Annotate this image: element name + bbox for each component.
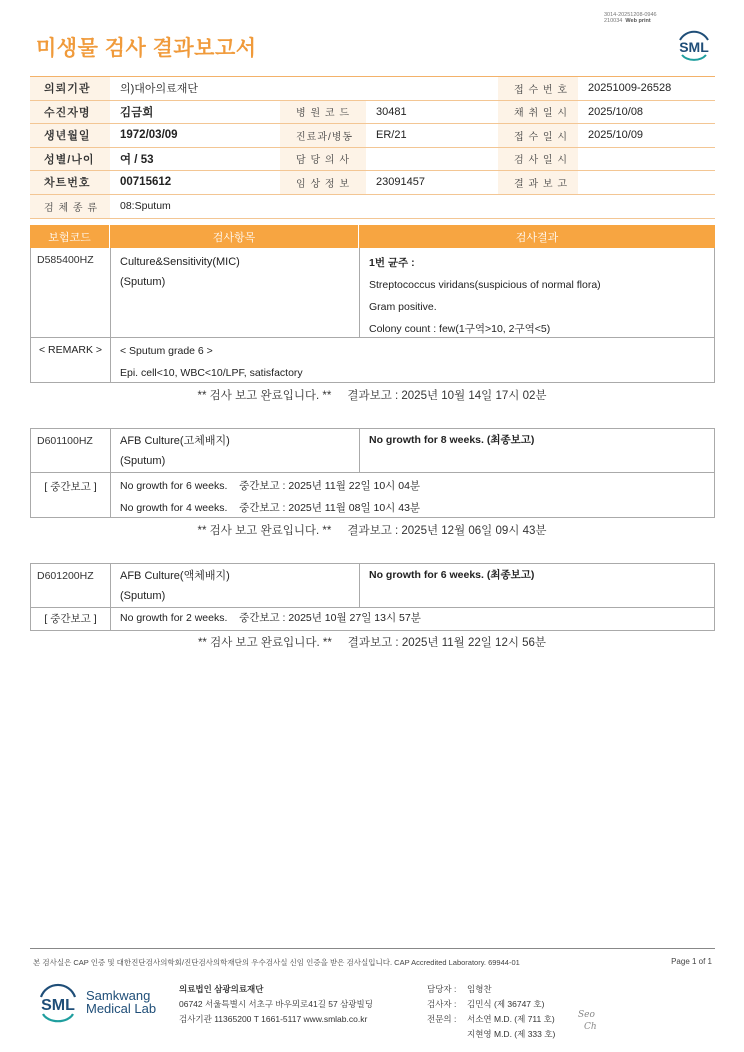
sml-logo-text: SML [679, 39, 709, 55]
interim-row [31, 608, 714, 630]
brand-line2: Medical Lab [86, 1001, 157, 1016]
footer-logo [36, 980, 156, 1024]
remark-label: < REMARK > [38, 344, 103, 356]
interim-line: No growth for 2 weeks. 중간보고 : 2025년 10월 27일 13시 57분 [120, 612, 421, 624]
page-number: Page 1 of 1 [671, 957, 712, 966]
test-item-specimen: (Sputum) [120, 590, 166, 602]
patient-info-table [30, 76, 715, 219]
staff-key: 담당자 : [427, 984, 457, 994]
dob-value: 1972/03/09 [120, 129, 178, 142]
test-item-name: AFB Culture(고체배지) [120, 435, 230, 447]
final-report-date: 결과보고 : 2025년 11월 22일 12시 56분 [347, 637, 547, 649]
interim-label: [ 중간보고 ] [44, 613, 97, 625]
hosp-code-value: 30481 [376, 105, 407, 118]
strain-label: 1번 균주 : [369, 257, 415, 269]
collect-value: 2025/10/08 [588, 105, 644, 118]
test-date-value [578, 148, 715, 171]
clinical-value: 23091457 [376, 176, 425, 189]
dept-value: ER/21 [376, 129, 407, 142]
reg-no-label: 접 수 번 호 [498, 77, 578, 100]
staff-key: 전문의 : [427, 1014, 457, 1024]
header-item: 검사항목 [110, 225, 359, 248]
dob-label: 생년월일 [30, 124, 110, 147]
test-result [359, 248, 714, 337]
results-header [30, 225, 715, 248]
info-row [30, 148, 715, 172]
clinical-label: 임 상 정 보 [280, 171, 366, 194]
test-item-name: AFB Culture(액체배지) [120, 570, 230, 582]
test-code: D601200HZ [37, 570, 94, 582]
test-item-name: Culture&Sensitivity(MIC) [120, 256, 240, 268]
report-complete-line [0, 634, 744, 650]
sml-logo [674, 24, 714, 64]
page-title: 미생물 검사 결과보고서 [36, 37, 257, 60]
org-address: 06742 서울특별시 서초구 바우뫼로41길 57 삼광빌딩 [179, 999, 373, 1009]
collect-label: 채 취 일 시 [498, 101, 578, 124]
test-item-specimen: (Sputum) [120, 276, 166, 288]
doctor-label: 담 당 의 사 [280, 148, 366, 171]
interim-line: No growth for 4 weeks. 중간보고 : 2025년 11월 08일 10시 43분 [120, 502, 421, 514]
org-contact: 검사기관 11365200 T 1661-5117 www.smlab.co.kr [179, 1014, 368, 1024]
footer-brand [86, 989, 156, 1015]
report-complete-line [0, 522, 744, 538]
info-row [30, 77, 715, 101]
report-label: 결 과 보 고 [498, 171, 578, 194]
info-row [30, 195, 715, 219]
reg-no-value: 20251009-26528 [588, 82, 672, 95]
chart-no-label: 차트번호 [30, 171, 110, 194]
info-row [30, 101, 715, 125]
complete-text: ** 검사 보고 완료입니다. ** [197, 637, 332, 649]
header-result: 검사결과 [515, 231, 559, 244]
final-report-date: 결과보고 : 2025년 10월 14일 17시 02분 [347, 390, 547, 402]
org-name: 의료법인 삼광의료재단 [179, 984, 264, 994]
receive-value: 2025/10/09 [588, 129, 644, 142]
staff-value: 임형찬 [467, 984, 492, 994]
gram-stain: Gram positive. [369, 301, 437, 313]
staff-value: 지현영 M.D. (제 333 호) [467, 1029, 556, 1039]
print-id-line1: 3014-20251208-0946 [604, 12, 657, 18]
report-value [578, 171, 715, 194]
test-date-label: 검 사 일 시 [498, 148, 578, 171]
sml-logo-footer [36, 980, 80, 1024]
complete-text: ** 검사 보고 완료입니다. ** [197, 390, 332, 402]
final-report-date: 결과보고 : 2025년 12월 06일 09시 43분 [347, 525, 547, 537]
test-result: No growth for 6 weeks. (최종보고) [359, 564, 714, 607]
test-item [110, 564, 359, 607]
staff-value: 김민식 (제 36747 호) [467, 999, 545, 1009]
test-code: D601100HZ [37, 435, 93, 447]
accreditation-note: 본 검사실은 CAP 인증 및 대한진단검사의학회/진단검사의학재단의 우수검사실 신임 인증을 받은 검사실입니다. CAP Accredited Laboratory. 69944-01 [33, 958, 520, 967]
staff-key: 검사자 : [427, 999, 457, 1009]
interim-line: No growth for 6 weeks. 중간보고 : 2025년 11월 22일 10시 04분 [120, 480, 421, 492]
header-code: 보험코드 [30, 225, 110, 248]
result-block-culture [30, 248, 715, 383]
test-code: D585400HZ [37, 254, 94, 266]
receive-label: 접 수 일 시 [498, 124, 578, 147]
interim-text [110, 473, 714, 517]
test-item [110, 429, 359, 472]
sex-age-value: 여 / 53 [120, 153, 154, 166]
sml-logo-text: SML [41, 997, 75, 1014]
result-row [31, 564, 714, 608]
info-row [30, 124, 715, 148]
patient-value: 김금희 [120, 106, 154, 119]
print-id-note [604, 12, 657, 24]
staff-value: 서소연 M.D. (제 711 호) [467, 1014, 555, 1024]
test-result: No growth for 8 weeks. (최종보고) [359, 429, 714, 472]
hosp-code-label: 병 원 코 드 [280, 101, 366, 124]
interim-row [31, 473, 714, 517]
print-id-line2: 210034 Web print [604, 18, 651, 24]
client-label: 의뢰기관 [30, 77, 110, 100]
result-row [31, 248, 714, 338]
signature-2: Ch [584, 1022, 597, 1032]
chart-no-value: 00715612 [120, 176, 172, 189]
client-value: 의)대아의료재단 [120, 83, 199, 96]
colony-count: Colony count : few(1구역>10, 2구역<5) [369, 323, 551, 335]
footer-divider [30, 948, 715, 949]
result-block-afb-liquid [30, 563, 715, 631]
test-item-specimen: (Sputum) [120, 455, 166, 467]
complete-text: ** 검사 보고 완료입니다. ** [197, 525, 332, 537]
dept-label: 진료과/병동 [280, 124, 366, 147]
patient-label: 수진자명 [30, 101, 110, 124]
report-complete-line [0, 387, 744, 403]
result-block-afb-solid [30, 428, 715, 518]
doctor-value [366, 148, 498, 171]
specimen-label: 검 체 종 류 [30, 195, 110, 218]
test-item [110, 248, 359, 337]
organization-info [179, 982, 373, 1027]
organism: Streptococcus viridans(suspicious of normal flora) [369, 279, 601, 291]
sex-age-label: 성별/나이 [30, 148, 110, 171]
signature [578, 1009, 597, 1033]
specimen-value: 08:Sputum [120, 200, 171, 212]
remark-row [31, 338, 714, 382]
signature-1: Seo [578, 1010, 595, 1020]
remark-text [110, 338, 714, 382]
remark-line1: < Sputum grade 6 > [120, 345, 213, 357]
interim-text [110, 608, 714, 630]
remark-line2: Epi. cell<10, WBC<10/LPF, satisfactory [120, 367, 303, 379]
interim-label: [ 중간보고 ] [44, 481, 97, 493]
result-row [31, 429, 714, 473]
brand-line1: Samkwang [86, 988, 151, 1003]
info-row [30, 171, 715, 195]
staff-info [427, 982, 555, 1042]
